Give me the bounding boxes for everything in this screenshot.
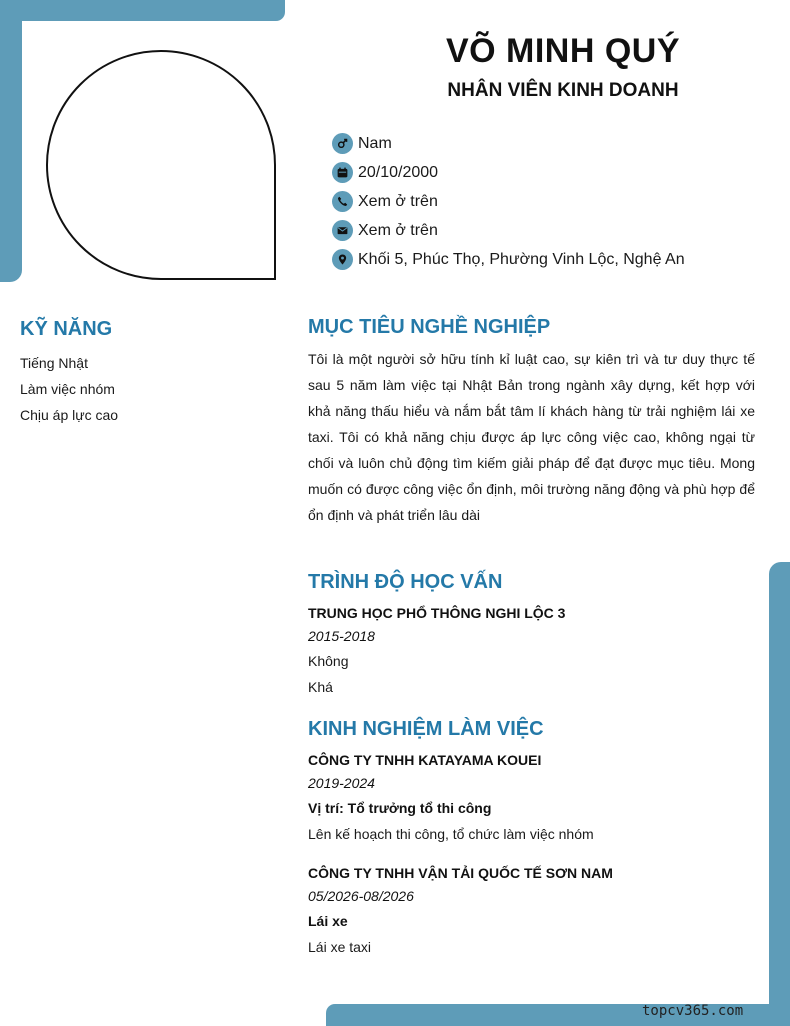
skill-item: Chịu áp lực cao (20, 407, 119, 423)
skills-list (20, 353, 118, 431)
contact-gender (332, 129, 685, 158)
address-value: Khối 5, Phúc Thọ, Phường Vinh Lộc, Nghệ An (358, 250, 685, 268)
contact-email (332, 216, 685, 245)
education-heading: TRÌNH ĐỘ HỌC VẤN (308, 571, 503, 593)
birthday-value: 20/10/2000 (358, 163, 439, 181)
objective-text: Tôi là một người sở hữu tính kỉ luật cao, sự kiên trì và tư duy thực tế sau 5 năm làm việc tại Nhật Bản trong ngành xây dựng, kết hợp với khả năng thấu hiểu và nắm bắt tâm lí khách hàng từ trải nghiệm lái xe taxi. Tôi có khả năng chịu được áp lực công việc cao, không ngại từ chối và luôn chủ động tìm kiếm giải pháp để đạt được mục tiêu. Mong muốn có được công việc ổn định, môi trường năng động và phù hợp để ổn định và phát triển lâu dài (308, 351, 755, 523)
decorative-bar-right (769, 562, 790, 1026)
education-major: Không (308, 653, 349, 669)
contact-birthday (332, 158, 685, 187)
education-period: 2015-2018 (308, 628, 375, 644)
location-pin-icon (332, 249, 353, 270)
gender-value: Nam (358, 134, 392, 152)
school-name: TRUNG HỌC PHỔ THÔNG NGHI LỘC 3 (308, 605, 566, 621)
objective-heading: MỤC TIÊU NGHỀ NGHIỆP (308, 316, 551, 338)
envelope-icon (332, 220, 353, 241)
job-period: 2019-2024 (308, 775, 375, 791)
contact-address (332, 245, 685, 274)
job-position: Lái xe (308, 913, 348, 929)
job-description: Lên kế hoạch thi công, tổ chức làm việc nhóm (308, 826, 594, 842)
experience-heading: KINH NGHIỆM LÀM VIỆC (308, 718, 544, 740)
calendar-icon (332, 162, 353, 183)
decorative-bar-left (0, 0, 22, 282)
job-description: Lái xe taxi (308, 939, 372, 955)
job-title: NHÂN VIÊN KINH DOANH (447, 80, 679, 101)
skill-item: Làm việc nhóm (20, 381, 115, 397)
job-period: 05/2026-08/2026 (308, 888, 414, 904)
avatar-frame[interactable] (46, 50, 276, 280)
contact-list (332, 129, 685, 274)
job-position: Vị trí: Tổ trưởng tổ thi công (308, 800, 492, 816)
phone-value: Xem ở trên (358, 192, 438, 210)
email-value: Xem ở trên (358, 221, 438, 239)
candidate-name: VÕ MINH QUÝ (445, 32, 681, 70)
gender-icon (332, 133, 353, 154)
company-name: CÔNG TY TNHH KATAYAMA KOUEI (308, 752, 542, 768)
skill-item: Tiếng Nhật (20, 355, 88, 371)
company-name: CÔNG TY TNHH VẬN TẢI QUỐC TẾ SƠN NAM (308, 865, 613, 881)
education-grade: Khá (308, 679, 333, 695)
skills-heading: KỸ NĂNG (20, 318, 113, 340)
decorative-bar-top (0, 0, 285, 21)
phone-icon (332, 191, 353, 212)
watermark-text: topcv365.com (642, 1003, 744, 1019)
contact-phone (332, 187, 685, 216)
